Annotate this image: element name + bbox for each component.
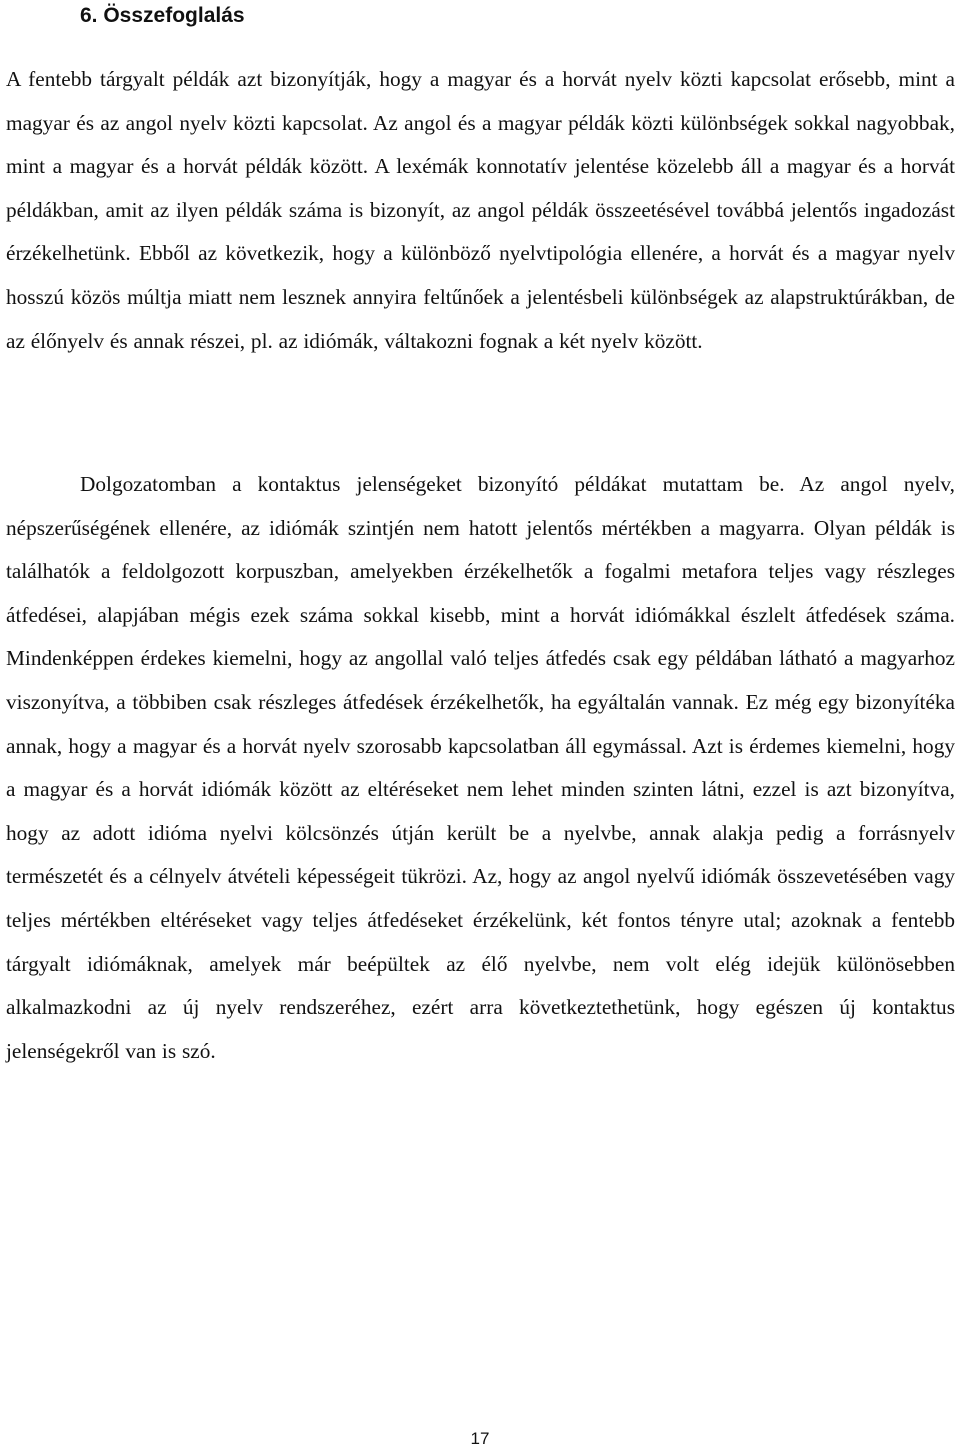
paragraph-contact-phenomena: Dolgozatomban a kontaktus jelenségeket bizonyító példákat mutattam be. Az angol nyelv, népszerűségének ellenére, az idiómák szintjén nem hatott jelentős mértékben a magyarra. Olyan példák is találhatók a feldolgozott korpuszban, amelyekben érzékelhetők a fogalmi metafora teljes vagy részleges átfedései, alapjában mégis ezek száma sokkal kisebb, mint a horvát idiómákkal észlelt átfedések száma. Mindenképpen érdekes kiemelni, hogy az angollal való teljes átfedés csak egy példában látható a magyarhoz viszonyítva, a többiben csak részleges átfedések érzékelhetők, ha egyáltalán vannak. Ez még egy bizonyítéka annak, hogy a magyar és a horvát nyelv szorosabb kapcsolatban áll egymással. Azt is érdemes kiemelni, hogy a magyar és a horvát idiómák között az eltéréseket nem lehet minden szinten látni, ezzel is azt bizonyítva, hogy az adott idióma nyelvi kölcsönzés útján került be a nyelvbe, annak alakja pedig a forrásnyelv természetét és a célnyelv átvételi képességeit tükrözi. Az, hogy az angol nyelvű idiómák összevetésében vagy teljes mértékben eltéréseket vagy teljes átfedéseket érzékelünk, két fontos tényre utal; azoknak a fentebb tárgyalt idiómáknak, amelyek már beépültek az élő nyelvbe, nem volt elég idejük különösebben alkalmazkodni az új nyelv rendszeréhez, ezért arra következtethetünk, hogy egészen új kontaktus jelenségekről van is szó. [6,472,955,1063]
page-number: 17 [470,1429,490,1448]
paragraph-summary-intro: A fentebb tárgyalt példák azt bizonyítják, hogy a magyar és a horvát nyelv közti kapcsolat erősebb, mint a magyar és az angol nyelv közti kapcsolat. Az angol és a magyar példák közti különbségek sokkal nagyobbak, mint a magyar és a horvát példák között. A lexémák konnotatív jelentése közelebb áll a magyar és a horvát példákban, amit az ilyen példák száma is bizonyít, az angol példák összeetésével továbbá jelentős ingadozást érzékelhetünk. Ebből az következik, hogy a különböző nyelvtipológia ellenére, a horvát és a magyar nyelv hosszú közös múltja miatt nem lesznek annyira feltűnőek a jelentésbeli különbségek az alapstruktúrákban, de az élőnyelv és annak részei, pl. az idiómák, váltakozni fognak a két nyelv között. [6,67,955,353]
section-heading: 6. Összefoglalás [80,4,245,27]
